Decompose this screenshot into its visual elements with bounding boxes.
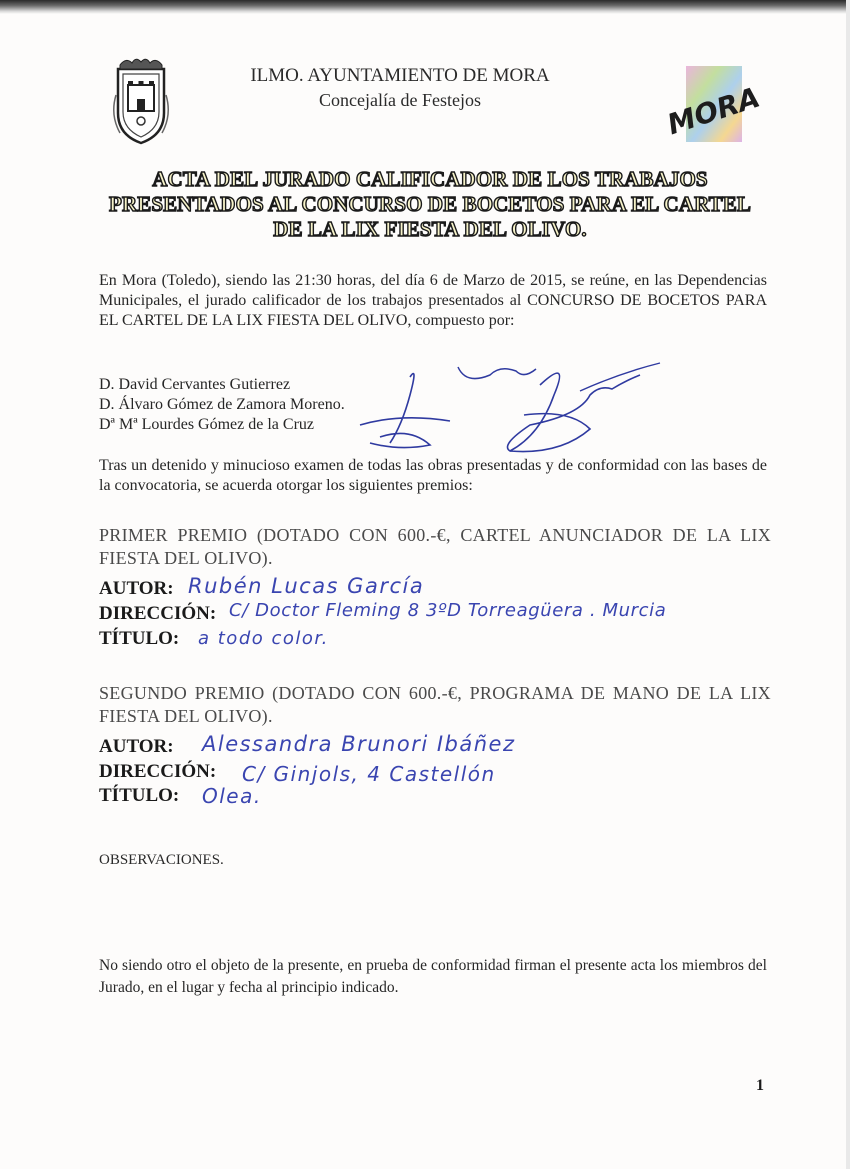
second-prize-heading: SEGUNDO PREMIO (DOTADO CON 600.-€, PROGRAMA DE MANO DE LA LIX FIESTA DEL OLIVO). [99, 683, 771, 726]
jury-member: Dª Mª Lourdes Gómez de la Cruz [99, 416, 314, 433]
first-prize-address: C/ Doctor Fleming 8 3ºD Torreagüera . Murcia [229, 600, 667, 621]
department-name: Concejalía de Festejos [319, 90, 481, 110]
jury-signatures [340, 355, 670, 465]
mora-logo-icon [658, 62, 770, 146]
title-line-1: ACTA DEL JURADO CALIFICADOR DE LOS TRABAJOS [152, 167, 708, 191]
scan-right-edge [846, 0, 850, 1169]
first-prize-heading: PRIMER PREMIO (DOTADO CON 600.-€, CARTEL ANUNCIADOR DE LA LIX FIESTA DEL OLIVO). [99, 525, 771, 568]
scan-top-edge [0, 0, 850, 14]
coat-of-arms-icon [106, 55, 176, 145]
mora-logo-text: MORA [663, 80, 764, 142]
first-prize-title-label: TÍTULO: [99, 628, 180, 649]
document-title [80, 167, 780, 242]
first-prize-author: Rubén Lucas García [188, 574, 425, 598]
first-prize-author-label: AUTOR: [99, 578, 174, 599]
second-prize-author-label: AUTOR: [99, 736, 174, 757]
title-line-2: PRESENTADOS AL CONCURSO DE BOCETOS PARA EL CARTEL [109, 192, 751, 216]
examination-paragraph: Tras un detenido y minucioso examen de todas las obras presentadas y de conformidad con las bases de la convocatoria, se acuerda otorgar los siguientes premios: [99, 457, 767, 494]
second-prize-address: C/ Ginjols, 4 Castellón [242, 762, 496, 786]
first-prize-address-label: DIRECCIÓN: [99, 603, 217, 624]
title-line-3: DE LA LIX FIESTA DEL OLIVO. [273, 217, 587, 241]
page-number: 1 [756, 1077, 764, 1094]
intro-paragraph: En Mora (Toledo), siendo las 21:30 horas, del día 6 de Marzo de 2015, se reúne, en las Dependencias Municipales, el jurado calificador de los trabajos presentados al CONCURSO DE BOCETOS PARA EL CARTEL DE LA LIX FIESTA DEL OLIVO, compuesto por: [99, 272, 767, 329]
first-prize-title: a todo color. [198, 628, 329, 649]
closing-paragraph: No siendo otro el objeto de la presente, en prueba de conformidad firman el presente acta los miembros del Jurado, en el lugar y fecha al principio indicado. [99, 957, 767, 996]
institution-name: ILMO. AYUNTAMIENTO DE MORA [250, 65, 550, 86]
observations-label: OBSERVACIONES. [99, 852, 224, 868]
second-prize-title: Olea. [202, 784, 262, 808]
second-prize-author: Alessandra Brunori Ibáñez [202, 732, 516, 756]
jury-member: D. David Cervantes Gutierrez [99, 376, 291, 393]
jury-member: D. Álvaro Gómez de Zamora Moreno. [99, 396, 345, 413]
second-prize-address-label: DIRECCIÓN: [99, 761, 217, 782]
second-prize-title-label: TÍTULO: [99, 785, 180, 806]
jury-members-list [99, 375, 345, 435]
institution-header [205, 64, 595, 112]
